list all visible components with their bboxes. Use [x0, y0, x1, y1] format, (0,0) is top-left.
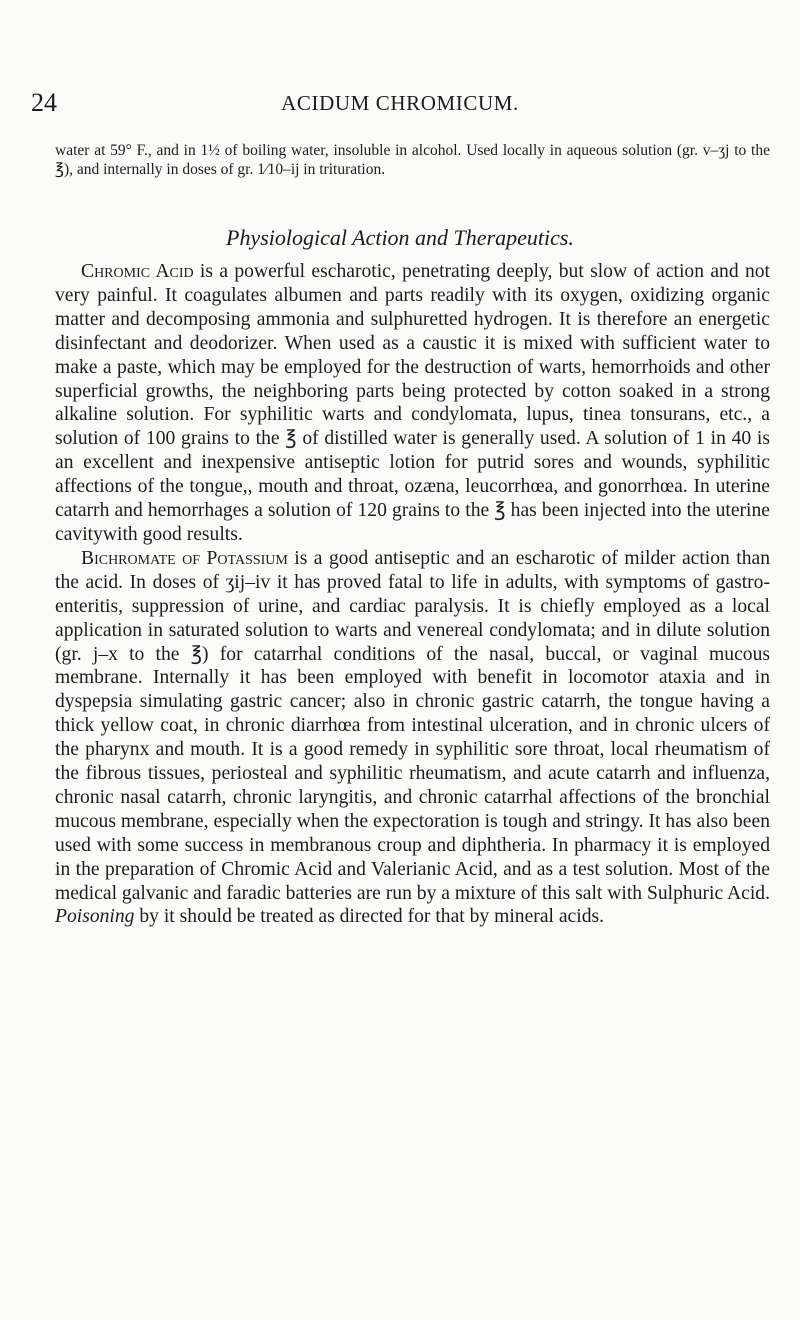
paragraph-text: is a good antiseptic and an escharotic of milder action than the acid. In doses of ʒij–iv it has proved fatal to life in adults, with symptoms of gastro-enteritis, suppression of urine, and cardiac paralysis. It is chiefly employed as a local application in saturated solution to warts and venereal condylomata; and in dilute solution (gr. j–x to the ℥) for catarrhal conditions of the nasal, buccal, or vaginal mucous membrane. Internally it has been employed with benefit in locomotor ataxia and in dyspepsia simulating gastric cancer; also in chronic gastric catarrh, the tongue having a thick yellow coat, in chronic diarrhœa from intestinal ulceration, and in chronic ulcers of the pharynx and mouth. It is a good remedy in syphilitic sore throat, local rheumatism of the fibrous tissues, periosteal and syphilitic rheumatism, and acute catarrh and influenza, chronic nasal catarrh, chronic laryngitis, and chronic catarrhal affections of the bronchial mucous membrane, especially when the expectoration is tough and stringy. It has also been used with some success in membranous croup and diphtheria. In pharmacy it is employed in the preparation of Chromic Acid and Valerianic Acid, and as a test solution. Most of the medical galvanic and faradic batteries are run by a mixture of this salt with Sulphuric Acid. — [55, 547, 770, 904]
italic-term: Poisoning — [55, 906, 135, 928]
paragraph-tail: by it should be treated as directed for that by mineral acids. — [134, 906, 605, 928]
paragraph-lead: Chromic Acid — [81, 261, 194, 282]
intro-paragraph: water at 59° F., and in 1½ of boiling water, insoluble in alcohol. Used locally in aqueous solution (gr. v–ʒj to the ℥), and internally in doses of gr. 1⁄10–ij in trituration. — [55, 142, 770, 178]
paragraph-text: is a powerful escharotic, penetrating deeply, but slow of action and not very painful. It coagulates albumen and parts readily with its oxygen, oxidizing organic matter and decomposing ammonia and sulphuretted hydrogen. It is therefore an energetic disinfectant and deodorizer. When used as a caustic it is mixed with sufficient water to make a paste, which may be employed for the destruction of warts, hemorrhoids and other superficial growths, the neighboring parts being protected by cotton soaked in a strong alkaline solution. For syphilitic warts and condylomata, lupus, tinea tonsurans, etc., a solution of 100 grains to the ℥ of distilled water is generally used. A solution of 1 in 40 is an excellent and inexpensive antiseptic lotion for putrid sores and wounds, syphilitic affections of the tongue,, mouth and throat, ozæna, leucorrhœa, and gonorrhœa. In uterine catarrh and hemorrhages a solution of 120 grains to the ℥ has been injected into the uterine cavitywith good results. — [55, 261, 770, 545]
paragraph-lead: Bichromate of Potassium — [81, 547, 288, 569]
paragraph-chromic-acid — [55, 260, 770, 547]
paragraph-bichromate — [55, 547, 770, 930]
page-number: 24 — [31, 88, 57, 117]
body-text — [55, 260, 770, 929]
running-head: ACIDUM CHROMICUM. — [281, 91, 519, 115]
section-heading: Physiological Action and Therapeutics. — [226, 225, 574, 250]
